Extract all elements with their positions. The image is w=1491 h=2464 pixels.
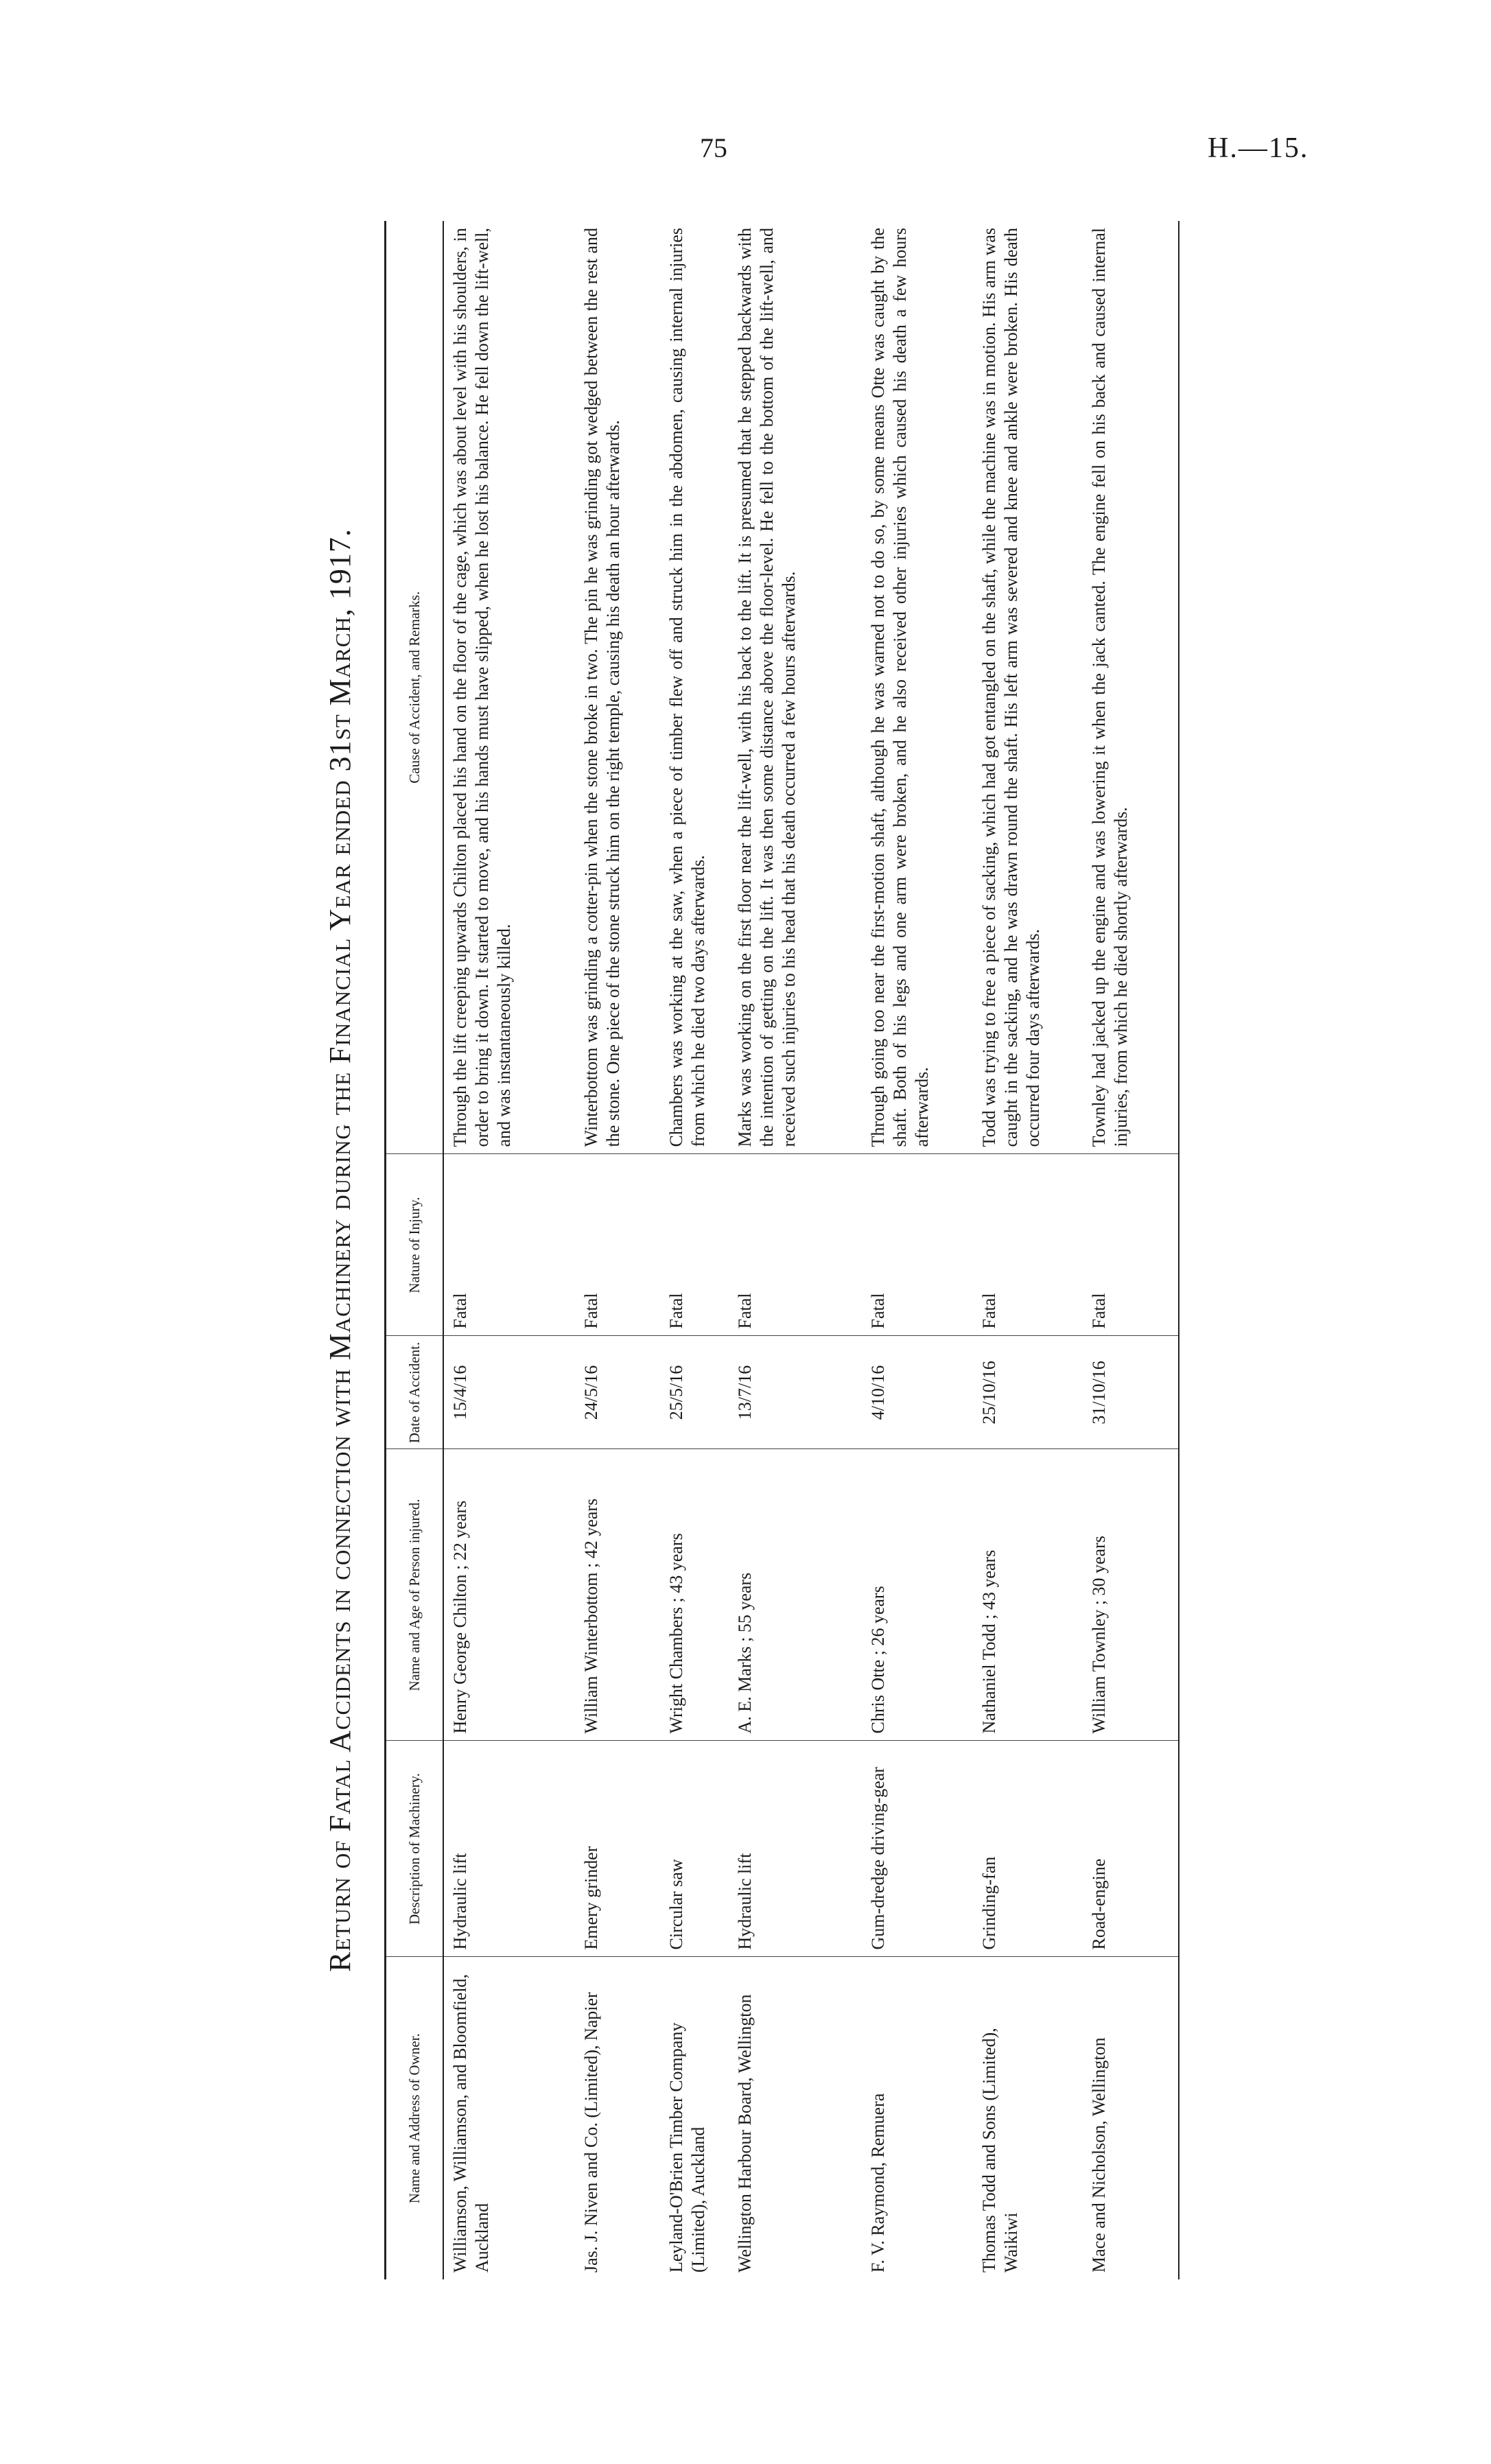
table-title xyxy=(322,221,371,2279)
injury-cell: Fatal xyxy=(660,1154,729,1336)
column-header-person: Name and Age of Person injured. xyxy=(386,1449,444,1741)
table-row xyxy=(973,221,1083,2279)
table-row xyxy=(862,221,973,2279)
table-title-text: Return of Fatal Accidents in connection with Machinery during the Financial Year ended 31st March, 1917. xyxy=(323,528,357,1972)
column-header-owner: Name and Address of Owner. xyxy=(386,1957,444,2279)
machinery-cell: Road-engine xyxy=(1083,1741,1179,1957)
owner-cell: F. V. Raymond, Remuera xyxy=(862,1957,973,2279)
date-cell: 25/5/16 xyxy=(660,1336,729,1449)
machinery-cell: Grinding-fan xyxy=(973,1741,1083,1957)
cause-cell: Winterbottom was grinding a cotter-pin when the stone broke in two. The pin he was grinding got wedged between the rest and the stone. One piece of the stone struck him on the right temple, causing his death an hour afterwards. xyxy=(581,228,623,1147)
page-number: 75 xyxy=(700,132,727,163)
document-reference: H.—15. xyxy=(1208,132,1309,164)
column-header-machinery: Description of Machinery. xyxy=(386,1741,444,1957)
date-cell: 13/7/16 xyxy=(729,1336,862,1449)
owner-cell: Mace and Nicholson, Wellington xyxy=(1083,1957,1179,2279)
cause-cell: Through going too near the first-motion shaft, although he was warned not to do so, by some means Otte was caught by the shaft. Both of his legs and one arm were broken, and he also received other injuries which caused his death a few hours afterwards. xyxy=(868,228,932,1147)
person-cell: A. E. Marks ; 55 years xyxy=(729,1449,862,1741)
fatal-accidents-table xyxy=(384,221,1179,2279)
machinery-cell: Hydraulic lift xyxy=(443,1741,575,1957)
column-header-date: Date of Accident. xyxy=(386,1336,444,1449)
column-header-injury: Nature of Injury. xyxy=(386,1154,444,1336)
cause-cell: Townley had jacked up the engine and was lowering it when the jack canted. The engine fell on his back and caused internal injuries, from which he died shortly afterwards. xyxy=(1083,221,1179,1154)
person-cell: Henry George Chilton ; 22 years xyxy=(443,1449,575,1741)
person-cell: Nathaniel Todd ; 43 years xyxy=(973,1449,1083,1741)
injury-cell: Fatal xyxy=(862,1154,973,1336)
date-cell: 24/5/16 xyxy=(575,1336,660,1449)
table-row xyxy=(575,221,660,2279)
column-header-cause: Cause of Accident, and Remarks. xyxy=(386,221,444,1154)
machinery-cell: Hydraulic lift xyxy=(729,1741,862,1957)
table-row xyxy=(729,221,862,2279)
date-cell: 15/4/16 xyxy=(443,1336,575,1449)
person-cell: William Townley ; 30 years xyxy=(1083,1449,1179,1741)
machinery-cell: Circular saw xyxy=(660,1741,729,1957)
injury-cell: Fatal xyxy=(443,1154,575,1336)
date-cell: 4/10/16 xyxy=(862,1336,973,1449)
owner-cell: Leyland-O'Brien Timber Company (Limited), Auckland xyxy=(660,1957,729,2279)
cause-cell: Todd was trying to free a piece of sacking, which had got entangled on the shaft, while the machine was in motion. His arm was caught in the sacking, and he was drawn round the shaft. His left arm was severed and knee and ankle were broken. His death occurred four days afterwards. xyxy=(979,228,1043,1147)
owner-cell: Williamson, Williamson, and Bloomfield, Auckland xyxy=(443,1957,575,2279)
rotated-table-frame xyxy=(322,221,1173,2279)
injury-cell: Fatal xyxy=(575,1154,660,1336)
injury-cell: Fatal xyxy=(1083,1154,1179,1336)
owner-cell: Jas. J. Niven and Co. (Limited), Napier xyxy=(575,1957,660,2279)
owner-cell: Thomas Todd and Sons (Limited), Waikiwi xyxy=(973,1957,1083,2279)
cause-cell: Chambers was working at the saw, when a piece of timber flew off and struck him in the abdomen, causing internal injuries from which he died two days afterwards. xyxy=(666,228,708,1147)
cause-cell: Marks was working on the first floor near the lift-well, with his back to the lift. It is presumed that he stepped backwards with the intention of getting on the lift. It was then some distance above the floor-level. He fell to the bottom of the lift-well, and received such injuries to his head that his death occurred a few hours afterwards. xyxy=(735,228,799,1147)
table-row xyxy=(660,221,729,2279)
date-cell: 31/10/16 xyxy=(1083,1336,1179,1449)
person-cell: Wright Chambers ; 43 years xyxy=(660,1449,729,1741)
date-cell: 25/10/16 xyxy=(973,1336,1083,1449)
owner-cell: Wellington Harbour Board, Wellington xyxy=(729,1957,862,2279)
table-row xyxy=(443,221,575,2279)
person-cell: William Winterbottom ; 42 years xyxy=(575,1449,660,1741)
table-header-row xyxy=(386,221,444,2279)
machinery-cell: Emery grinder xyxy=(575,1741,660,1957)
injury-cell: Fatal xyxy=(729,1154,862,1336)
person-cell: Chris Otte ; 26 years xyxy=(862,1449,973,1741)
machinery-cell: Gum-dredge driving-gear xyxy=(862,1741,973,1957)
cause-cell: Through the lift creeping upwards Chilton placed his hand on the floor of the cage, which was about level with his shoulders, in order to bring it down. It started to move, and his hands must have slipped, when he lost his balance. He fell down the lift-well, and was instantaneously killed. xyxy=(450,228,514,1147)
table-row xyxy=(1083,221,1179,2279)
injury-cell: Fatal xyxy=(973,1154,1083,1336)
